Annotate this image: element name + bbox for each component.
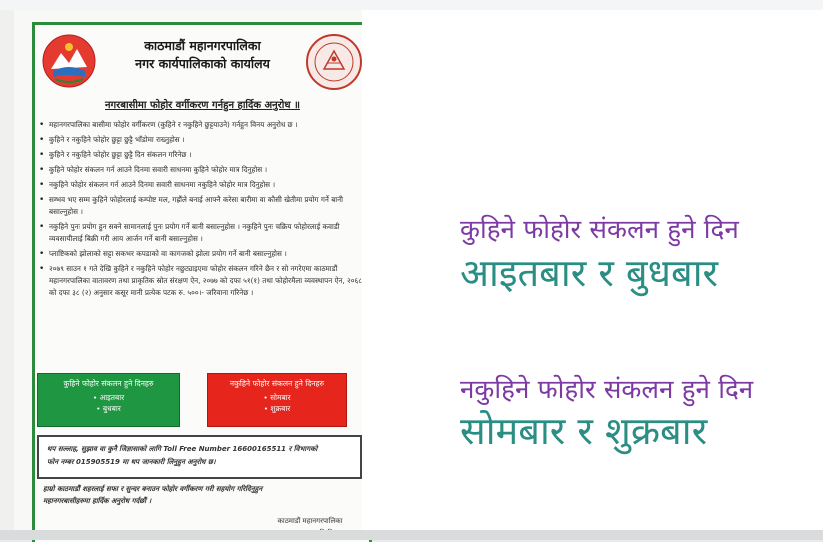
rule-item: • महानगरपालिका बासीमा फोहोर वर्गीकरण (कुहिने र नकुहिने छुट्टयाउने) गर्नहुन विनय अनुरोध छ । bbox=[37, 119, 365, 131]
kmc-seal-icon bbox=[305, 33, 363, 91]
rule-item: • नकुहिने फोहोर संकलन गर्न आउने दिनमा सवारी साधनमा नकुहिने फोहोर मात्र दिनुहोस । bbox=[37, 179, 365, 191]
rule-item: • २०७९ साउन १ गते देखि कुहिने र नकुहिने फोहोर नछुट्याइएमा फोहोर संकलन गरिने छैन र सो नगरेएमा काठमाडौं महानगरपालिका वातावरण तथा प्राकृतिक स्रोत संरक्षण ऐन, २०७७ को दफा ५१(१) तथा फोहोरमैला व्यवस्थापन ऐन, २०६८ को दफा ३८ (२) अनुसार कसूर मानी प्रत्येक पटक रु. ५००।- जरिवाना गरिनेछ । bbox=[37, 263, 365, 299]
nonbiodegradable-schedule-label: नकुहिने फोहोर संकलन हुने दिन bbox=[460, 375, 754, 405]
rule-item: • कुहिने र नकुहिने फोहोर छुट्टा छुट्टै दिन संकलन गरिनेछ । bbox=[37, 149, 365, 161]
appeal-line1: हाम्रो काठमाडौं शहरलाई सफा र सुन्दर बनाउन फोहोर वर्गीकरण गरी सहयोग गरिदिनुहुन bbox=[43, 485, 263, 493]
contact-info-box bbox=[37, 435, 362, 479]
nonbiodegradable-day: • शुक्रबार bbox=[208, 403, 346, 414]
nonbiodegradable-day: • सोमबार bbox=[208, 392, 346, 403]
rule-item: • कुहिने र नकुहिने फोहोर छुट्टा छुट्टै भाँडोमा राख्नुहोस । bbox=[37, 134, 365, 146]
biodegradable-box-title: कुहिने फोहोर संकलन हुने दिनहरु bbox=[63, 379, 154, 388]
appeal-text bbox=[43, 483, 361, 507]
org-name-line1: काठमाडौं महानगरपालिका bbox=[144, 38, 261, 53]
org-name-line2: नगर कार्यपालिकाको कार्यालय bbox=[135, 56, 270, 71]
org-name bbox=[105, 37, 300, 73]
nonbiodegradable-box-title: नकुहिने फोहोर संकलन हुने दिनहरु bbox=[229, 379, 325, 388]
poster-frame bbox=[32, 22, 372, 542]
rule-item: • सम्भव भए सम्म कुहिने फोहोरलाई कम्पोष्ट मल, गह्रौंले बनाई आफ्नै करेसा बारीमा वा कौसी खेतीमा प्रयोग गर्ने बानी बसाल्नुहोस । bbox=[37, 194, 365, 218]
contact-line2: फोन नम्बर 015905519 मा थप जानकारी लिनुहुन अनुरोध छ। bbox=[47, 458, 216, 466]
nepal-emblem-icon bbox=[41, 33, 97, 89]
contact-line1: थप सल्लाह, सुझाव वा कुनै जिज्ञासाको लागि Toll Free Number 16600165511 र विभागको bbox=[47, 445, 318, 453]
nonbiodegradable-schedule-days: सोमबार र शुक्रबार bbox=[460, 409, 708, 453]
biodegradable-schedule-label: कुहिने फोहोर संकलन हुने दिन bbox=[460, 215, 739, 245]
biodegradable-schedule-days: आइतबार र बुधबार bbox=[460, 251, 719, 295]
biodegradable-day: • आइतबार bbox=[38, 392, 179, 403]
bottom-strip bbox=[0, 530, 823, 540]
sign-line1: काठमाडौं महानगरपालिका bbox=[277, 517, 343, 525]
biodegradable-day: • बुधबार bbox=[38, 403, 179, 414]
rule-item: • नकुहिने पुनः प्रयोग हुन सक्ने सामानलाई पुनः प्रयोग गर्ने बानी बसाल्नुहोस । नकुहिने पुनः चक्रिय फोहोरलाई कवाडी व्यवसायीलाई बिक्री गरी आय आर्जन गर्ने बानी बसाल्नुहोस । bbox=[37, 221, 365, 245]
biodegradable-days-box bbox=[37, 373, 180, 427]
poster-headline: नगरबासीमा फोहोर वर्गीकरण गर्नहुन हार्दिक अनुरोध ॥ bbox=[105, 100, 300, 111]
rule-item: • प्लाष्टिकको झोलाको सट्टा सकभर कपडाको वा कागजको झोला प्रयोग गर्ने बानी बसाल्नुहोस । bbox=[37, 248, 365, 260]
rule-item: • कुहिने फोहोर संकलन गर्न आउने दिनमा सवारी साधनमा कुहिने फोहोर मात्र दिनुहोस । bbox=[37, 164, 365, 176]
poster-header bbox=[35, 25, 369, 95]
notice-poster bbox=[0, 10, 362, 530]
top-strip bbox=[0, 0, 823, 10]
rules-list bbox=[37, 119, 365, 302]
nonbiodegradable-days-box bbox=[207, 373, 347, 427]
appeal-line2: महानगरबासीहरुमा हार्दिक अनुरोध गर्दछौं । bbox=[43, 497, 152, 505]
